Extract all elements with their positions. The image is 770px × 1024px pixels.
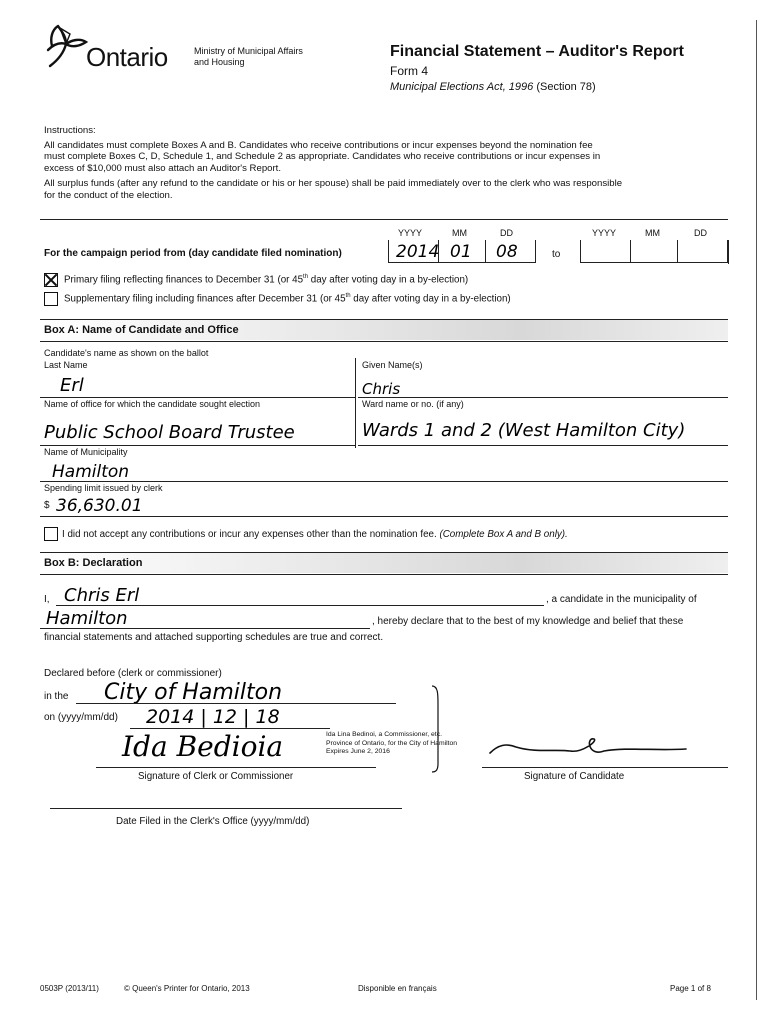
stamp-line-1: Ida Lina Bedinoi, a Commissioner, etc. (326, 731, 442, 738)
candidate-signature-rule (482, 767, 728, 768)
box-a-header-rule (40, 341, 728, 342)
superscript: th (303, 274, 309, 280)
ministry-line-1: Ministry of Municipal Affairs (194, 46, 303, 56)
i-label: I, (44, 594, 50, 605)
copyright: © Queen's Printer for Ontario, 2013 (124, 984, 250, 993)
to-mm-label: MM (645, 228, 660, 238)
instructions-line: excess of $10,000 must also attach an Auditor's Report. (44, 162, 282, 174)
declare-text-2: financial statements and attached supporting schedules are true and correct. (44, 632, 384, 643)
date-filed-label: Date Filed in the Clerk's Office (yyyy/mm/dd) (116, 816, 310, 827)
declared-before-label: Declared before (clerk or commissioner) (44, 668, 222, 679)
dollar-sign: $ (44, 500, 50, 511)
in-the-label: in the (44, 691, 69, 702)
supplementary-filing-label (64, 293, 511, 304)
name-row-rule (40, 397, 355, 398)
office-value[interactable]: Public School Board Trustee (44, 422, 295, 443)
divider (40, 219, 728, 220)
bracket-icon (430, 684, 444, 774)
to-dd-label: DD (694, 228, 707, 238)
mm-label: MM (452, 228, 467, 238)
primary-filing-text: Primary filing reflecting finances to December 31 (or 45 (64, 274, 304, 286)
candidate-of-text: , a candidate in the municipality of (546, 594, 697, 605)
from-year: 2014 (396, 242, 440, 262)
form-number: Form 4 (390, 64, 429, 78)
date-rule (130, 728, 330, 729)
declarant-name[interactable]: Chris Erl (64, 585, 140, 606)
ministry-name (194, 46, 303, 68)
office-rule (40, 445, 355, 446)
page-edge (756, 20, 757, 1000)
box-b-heading: Box B: Declaration (44, 557, 143, 569)
french-availability: Disponible en français (358, 984, 437, 993)
ward-label: Ward name or no. (if any) (362, 399, 464, 409)
box-a-heading: Box A: Name of Candidate and Office (44, 324, 239, 336)
to-date-field[interactable] (580, 238, 728, 264)
form-code: 0503P (2013/11) (40, 984, 99, 993)
act-name: Municipal Elections Act, 1996 (390, 81, 534, 93)
to-label: to (552, 249, 561, 260)
instructions-line: must complete Boxes C, D, Schedule 1, and Schedule 2 as appropriate. Candidates who receive contributions or incur expenses in (44, 151, 601, 163)
stamp-line-3: Expires June 2, 2016 (326, 748, 390, 755)
spending-limit-value[interactable]: 36,630.01 (56, 496, 143, 516)
given-name-label: Given Name(s) (362, 360, 423, 370)
municipality-label: Name of Municipality (44, 447, 128, 457)
no-contributions-text: I did not accept any contributions or incur any expenses other than the nomination fee. (62, 529, 437, 540)
box-b-header-rule (40, 574, 728, 575)
on-date-label: on (yyyy/mm/dd) (44, 712, 118, 723)
declaration-date[interactable]: 2014 | 12 | 18 (146, 706, 280, 728)
municipality-value[interactable]: Hamilton (52, 462, 130, 482)
superscript: th (345, 293, 351, 299)
page-number: Page 1 of 8 (670, 984, 711, 993)
instructions-line: All surplus funds (after any refund to the candidate or his or her spouse) shall be paid immediately over to the clerk who was responsible (44, 178, 623, 190)
last-name-value[interactable]: Erl (60, 375, 84, 396)
spending-rule (40, 516, 728, 517)
from-month: 01 (450, 242, 472, 262)
instructions-heading: Instructions: (44, 125, 96, 136)
stamp-line-2: Province of Ontario, for the City of Hamilton (326, 739, 458, 747)
supplementary-filing-text: Supplementary filing including finances after December 31 (or 45 (64, 293, 346, 305)
form-title: Financial Statement – Auditor's Report (390, 43, 684, 60)
clerk-signature-label: Signature of Clerk or Commissioner (138, 771, 294, 782)
yyyy-label: YYYY (398, 228, 423, 238)
primary-filing-text-end: day after voting day in a by-election) (308, 274, 469, 286)
no-contributions-note: (Complete Box A and B only). (439, 529, 568, 540)
to-yyyy-label: YYYY (592, 228, 617, 238)
ontario-logo (40, 20, 180, 70)
primary-filing-checkbox[interactable] (44, 273, 58, 287)
clerk-signature[interactable]: Ida Bedioia (122, 730, 284, 763)
municipality-rule (40, 481, 728, 482)
dd-label: DD (500, 228, 513, 238)
spending-limit-label: Spending limit issued by clerk (44, 483, 163, 493)
office-label: Name of office for which the candidate sought election (44, 399, 260, 409)
clerk-signature-rule (96, 767, 376, 768)
campaign-period-label: For the campaign period from (day candidate filed nomination) (44, 248, 342, 259)
ballot-name-label: Candidate's name as shown on the ballot (44, 348, 209, 358)
no-contributions-label (62, 529, 568, 540)
from-day: 08 (496, 242, 518, 262)
ward-rule (358, 445, 728, 446)
ward-value[interactable]: Wards 1 and 2 (West Hamilton City) (362, 420, 686, 441)
box-b-header-bar (40, 553, 728, 573)
page-edge-inner (728, 240, 729, 264)
candidate-signature[interactable] (486, 735, 696, 765)
supplementary-filing-checkbox[interactable] (44, 292, 58, 306)
instructions-line: All candidates must complete Boxes A and B. Candidates who receive contributions or incur expenses beyond the nomination fee (44, 139, 593, 151)
city-rule (76, 703, 396, 704)
ministry-line-2: and Housing (194, 57, 245, 67)
from-date-field[interactable] (388, 238, 536, 264)
logo-text: Ontario (86, 42, 168, 72)
declare-text: , hereby declare that to the best of my knowledge and belief that these (372, 616, 684, 627)
given-name-rule (358, 397, 728, 398)
column-divider (355, 358, 356, 448)
instructions-line: for the conduct of the election. (44, 189, 173, 201)
commissioner-stamp (326, 731, 457, 757)
last-name-label: Last Name (44, 360, 88, 370)
declaration-municipality[interactable]: Hamilton (46, 608, 128, 629)
date-filed-rule (50, 808, 402, 809)
act-section: (Section 78) (536, 81, 596, 93)
trillium-icon (40, 20, 90, 68)
city-value[interactable]: City of Hamilton (104, 680, 283, 705)
declaration-municipality-rule (40, 628, 370, 629)
no-contributions-checkbox[interactable] (44, 527, 58, 541)
instructions (44, 125, 734, 202)
candidate-signature-label: Signature of Candidate (524, 771, 625, 782)
primary-filing-label (64, 274, 468, 285)
given-name-value[interactable]: Chris (362, 380, 401, 398)
declarant-rule (56, 605, 544, 606)
act-reference (390, 81, 596, 93)
supplementary-filing-text-end: day after voting day in a by-election) (350, 293, 511, 305)
